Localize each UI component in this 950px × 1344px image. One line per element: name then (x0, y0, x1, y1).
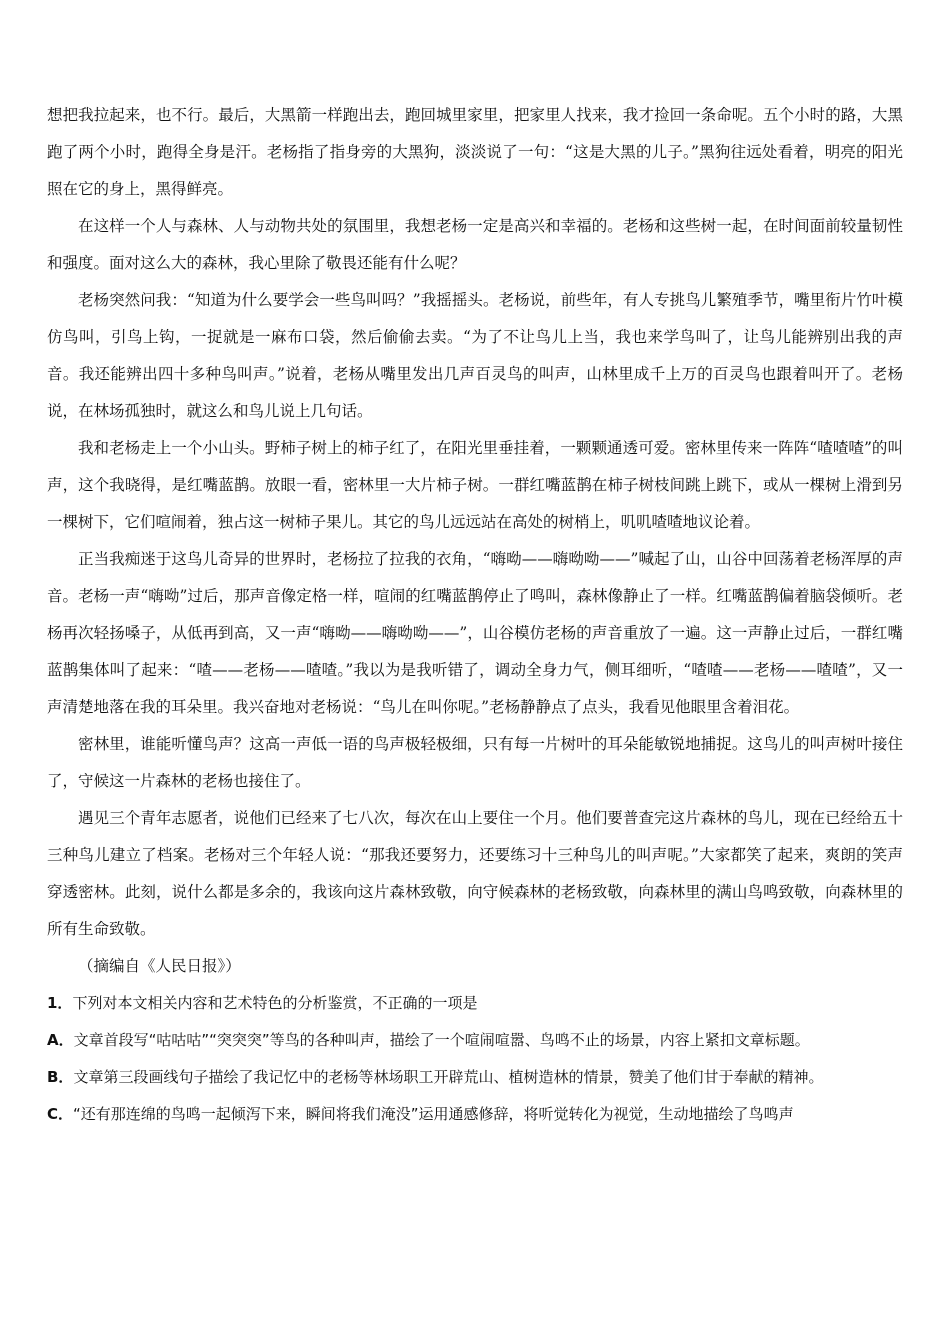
passage-paragraph-5: 正当我痴迷于这鸟儿奇异的世界时，老杨拉了拉我的衣角，“嗨呦——嗨呦呦——”喊起了山，山谷中回荡着老杨浑厚的声音。老杨一声“嗨呦”过后，那声音像定格一样，喧闹的红嘴蓝鹊停止了鸣叫，森林像静止了一样。红嘴蓝鹊偏着脑袋倾听。老杨再次轻扬嗓子，从低再到高，又一声“嗨呦——嗨呦呦——”，山谷模仿老杨的声音重放了一遍。这一声静止过后，一群红嘴蓝鹊集体叫了起来：“喳——老杨——喳喳。”我以为是我听错了，调动全身力气，侧耳细听，“喳喳——老杨——喳喳”，又一声清楚地落在我的耳朵里。我兴奋地对老杨说：“鸟儿在叫你呢。”老杨静静点了点头，我看见他眼里含着泪花。 (47, 550, 903, 716)
option-text: 文章首段写“咕咕咕”“突突突”等鸟的各种叫声，描绘了一个喧闹喧嚣、鸟鸣不止的场景，内容上紧扣文章标题。 (73, 1031, 810, 1049)
passage-source: （摘编自《人民日报》） (78, 957, 241, 975)
passage-paragraph-4: 我和老杨走上一个小山头。野柿子树上的柿子红了，在阳光里垂挂着，一颗颗通透可爱。密林里传来一阵阵“喳喳喳”的叫声，这个我晓得，是红嘴蓝鹊。放眼一看，密林里一大片柿子树。一群红嘴蓝鹊在柿子树枝间跳上跳下，或从一棵树上滑到另一棵树下，它们喧闹着，独占这一树柿子果儿。其它的鸟儿远远站在高处的树梢上，叽叽喳喳地议论着。 (47, 439, 903, 531)
option-label: A． (47, 1031, 74, 1049)
passage-paragraph-3: 老杨突然问我：“知道为什么要学会一些鸟叫吗？”我摇摇头。老杨说，前些年，有人专挑鸟儿繁殖季节，嘴里衔片竹叶模仿鸟叫，引鸟上钩，一捉就是一麻布口袋，然后偷偷去卖。“为了不让鸟儿上当，我也来学鸟叫了，让鸟儿能辨别出我的声音。我还能辨出四十多种鸟叫声。”说着，老杨从嘴里发出几声百灵鸟的叫声，山林里成千上万的百灵鸟也跟着叫开了。老杨说，在林场孤独时，就这么和鸟儿说上几句话。 (47, 291, 903, 420)
passage-paragraph-1: 想把我拉起来，也不行。最后，大黑箭一样跑出去，跑回城里家里，把家里人找来，我才捡回一条命呢。五个小时的路，大黑跑了两个小时，跑得全身是汗。老杨指了指身旁的大黑狗，淡淡说了一句：“这是大黑的儿子。”黑狗往远处看着，明亮的阳光照在它的身上，黑得鲜亮。 (47, 106, 903, 198)
question-stem (47, 985, 903, 1022)
question-number: 1． (47, 994, 73, 1012)
passage-paragraph-7: 遇见三个青年志愿者，说他们已经来了七八次，每次在山上要住一个月。他们要普查完这片森林的鸟儿，现在已经给五十三种鸟儿建立了档案。老杨对三个年轻人说：“那我还要努力，还要练习十三种鸟儿的叫声呢。”大家都笑了起来，爽朗的笑声穿透密林。此刻，说什么都是多余的，我该向这片森林致敬，向守候森林的老杨致敬，向森林里的满山鸟鸣致敬，向森林里的所有生命致敬。 (47, 809, 903, 938)
question-text: 下列对本文相关内容和艺术特色的分析鉴赏，不正确的一项是 (72, 994, 478, 1012)
passage-paragraph-2: 在这样一个人与森林、人与动物共处的氛围里，我想老杨一定是高兴和幸福的。老杨和这些树一起，在时间面前较量韧性和强度。面对这么大的森林，我心里除了敬畏还能有什么呢？ (47, 217, 903, 272)
document-content (47, 97, 903, 1133)
option-b[interactable] (47, 1059, 903, 1096)
passage-paragraph-6: 密林里，谁能听懂鸟声？这高一声低一语的鸟声极轻极细，只有每一片树叶的耳朵能敏锐地捕捉。这鸟儿的叫声树叶接住了，守候这一片森林的老杨也接住了。 (47, 735, 903, 790)
option-text: 文章第三段画线句子描绘了我记忆中的老杨等林场职工开辟荒山、植树造林的情景，赞美了他们甘于奉献的精神。 (73, 1068, 824, 1086)
option-c[interactable] (47, 1096, 903, 1133)
option-label: C． (47, 1105, 74, 1123)
option-text: “还有那连绵的鸟鸣一起倾泻下来，瞬间将我们淹没”运用通感修辞，将听觉转化为视觉，生动地描绘了鸟鸣声 (73, 1105, 794, 1123)
option-a[interactable] (47, 1022, 903, 1059)
option-label: B． (47, 1068, 74, 1086)
